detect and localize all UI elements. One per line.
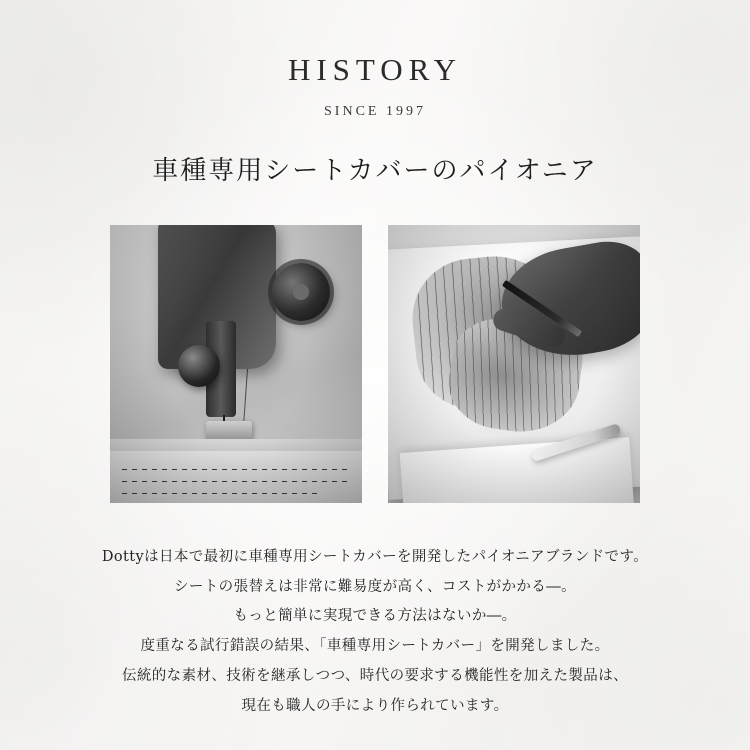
photo-row [0,225,750,503]
sewing-machine-photo [110,225,362,503]
body-line: 度重なる試行錯誤の結果、「車種専用シートカバー」を開発しました。 [140,638,610,655]
subtitle-japanese: 車種専用シートカバーのパイオニア [152,156,598,186]
photo-vignette [110,225,362,503]
hand-sketching-photo [388,225,640,503]
page-title: HISTORY [287,52,463,87]
page-header [0,0,750,187]
since-label: SINCE 1997 [324,104,426,119]
body-line: 伝統的な素材、技術を継承しつつ、時代の要求する機能性を加えた製品は、 [121,667,629,684]
body-line: 現在も職人の手により作られています。 [241,697,509,714]
body-line: もっと簡単に実現できる方法はないか―。 [233,608,517,625]
body-line: Dottyは日本で最初に車種専用シートカバーを開発したパイオニアブランドです。 [101,549,649,565]
photo-vignette [388,225,640,503]
body-copy [0,543,750,721]
body-line: シートの張替えは非常に難易度が高く、コストがかかる―。 [173,578,576,595]
